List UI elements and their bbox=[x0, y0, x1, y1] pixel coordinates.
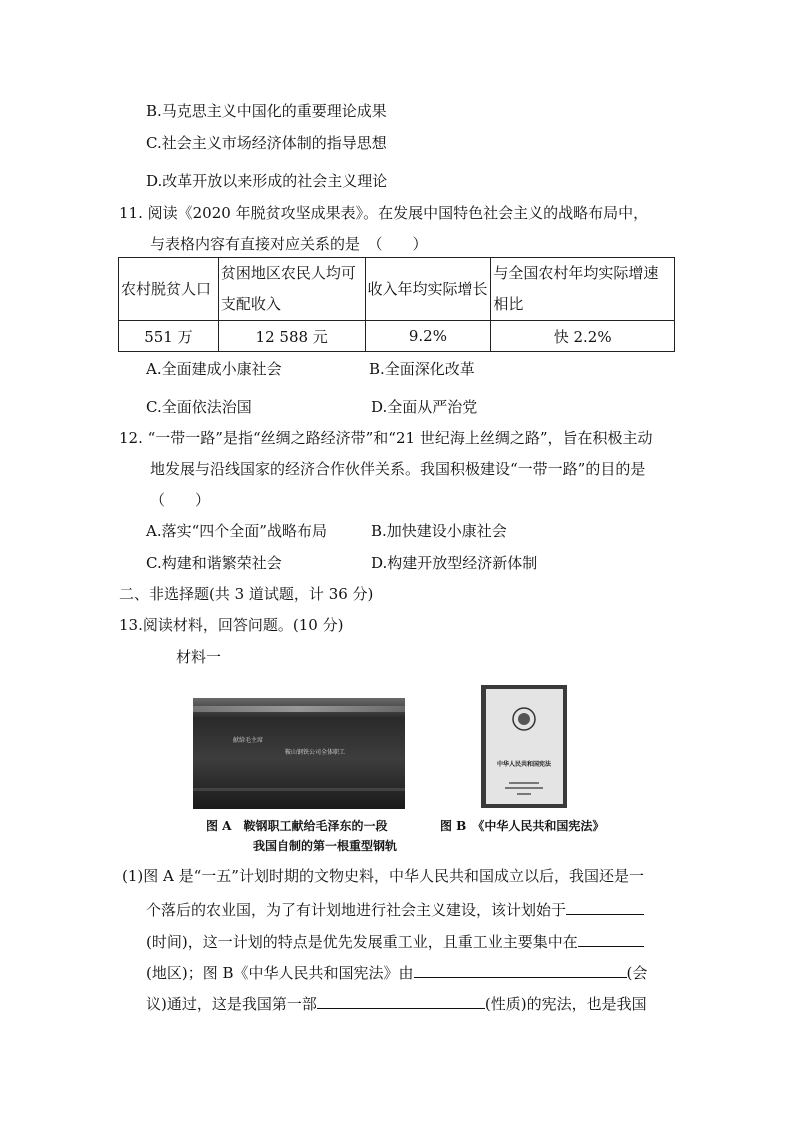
table-header-cell: 贫困地区农民人均可支配收入 bbox=[218, 258, 365, 321]
q11-option-c: C.全面依法治国 bbox=[146, 398, 252, 416]
q10-option-b: B.马克思主义中国化的重要理论成果 bbox=[146, 102, 387, 120]
q10-option-c: C.社会主义市场经济体制的指导思想 bbox=[146, 134, 387, 152]
answer-blank-meeting[interactable] bbox=[414, 961, 627, 978]
material-label: 材料一 bbox=[176, 648, 222, 666]
q12-option-c: C.构建和谐繁荣社会 bbox=[146, 554, 282, 572]
q13-part1-line2 bbox=[146, 898, 644, 920]
table-header-cell: 收入年均实际增长 bbox=[365, 258, 491, 321]
q13-part1-line2-text: 个落后的农业国，为了有计划地进行社会主义建设，该计划始于 bbox=[146, 901, 567, 919]
q12-stem-line1: 12. “一带一路”是指“丝绸之路经济带”和“21 世纪海上丝绸之路”，旨在积极主动 bbox=[119, 429, 653, 447]
table-cell: 9.2% bbox=[365, 321, 491, 352]
q11-option-a: A.全面建成小康社会 bbox=[146, 360, 282, 378]
figure-a-caption-line1: 图 A 鞍钢职工献给毛泽东的一段 bbox=[206, 819, 388, 833]
q13-part1-line1: (1)图 A 是“一五”计划时期的文物史料，中华人民共和国成立以后，我国还是一 bbox=[122, 867, 644, 885]
table-header-cell: 农村脱贫人口 bbox=[119, 258, 219, 321]
q13-part1-line5 bbox=[146, 992, 647, 1014]
q10-option-d: D.改革开放以来形成的社会主义理论 bbox=[146, 172, 388, 190]
table-cell: 快 2.2% bbox=[491, 321, 675, 352]
q13-part1-line4-tail: (会 bbox=[626, 964, 648, 982]
poverty-results-table bbox=[118, 257, 675, 352]
q13-part1-line3 bbox=[146, 930, 644, 952]
figure-a-caption-line2: 我国自制的第一根重型钢轨 bbox=[253, 839, 398, 853]
section-heading: 二、非选择题(共 3 道试题，计 36 分) bbox=[119, 585, 374, 603]
q13-part1-line4 bbox=[146, 961, 647, 983]
constitution-book-image bbox=[481, 685, 567, 808]
rail-inscription-1: 献给毛主席 bbox=[233, 737, 264, 744]
figure-b-caption: 图 B 《中华人民共和国宪法》 bbox=[440, 819, 605, 833]
q12-option-b: B.加快建设小康社会 bbox=[371, 522, 507, 540]
q13-part1-line3-text: (时间)，这一计划的特点是优先发展重工业，且重工业主要集中在 bbox=[146, 933, 578, 951]
table-header-row bbox=[119, 258, 675, 321]
q11-stem-line1: 11. 阅读《2020 年脱贫攻坚成果表》。在发展中国特色社会主义的战略布局中， bbox=[119, 204, 649, 222]
q12-option-d: D.构建开放型经济新体制 bbox=[371, 554, 538, 572]
q12-option-a: A.落实“四个全面”战略布局 bbox=[146, 522, 327, 540]
q13-part1-line5-text: 议)通过，这是我国第一部 bbox=[146, 995, 317, 1013]
steel-rail-photo bbox=[193, 698, 405, 809]
q12-stem-line3: （ ） bbox=[150, 491, 211, 509]
rail-inscription-2: 鞍山钢铁公司全体职工 bbox=[285, 749, 346, 756]
table-cell: 12 588 元 bbox=[218, 321, 365, 352]
q12-stem-line2: 地发展与沿线国家的经济合作伙伴关系。我国积极建设“一带一路”的目的是 bbox=[150, 460, 646, 478]
table-header-cell: 与全国农村年均实际增速相比 bbox=[491, 258, 675, 321]
constitution-book-photo bbox=[481, 685, 567, 808]
q11-option-d: D.全面从严治党 bbox=[371, 398, 478, 416]
answer-blank-nature[interactable] bbox=[317, 992, 485, 1009]
answer-blank-region[interactable] bbox=[578, 930, 644, 947]
q13-part1-line4-text: (地区)；图 B《中华人民共和国宪法》由 bbox=[146, 964, 414, 982]
answer-blank-time[interactable] bbox=[566, 898, 644, 915]
book-title: 中华人民共和国宪法 bbox=[496, 761, 552, 768]
table-cell: 551 万 bbox=[119, 321, 219, 352]
q11-stem-line2: 与表格内容有直接对应关系的是 （ ） bbox=[150, 235, 428, 253]
q11-option-b: B.全面深化改革 bbox=[369, 360, 475, 378]
steel-rail-image bbox=[193, 698, 405, 809]
q13-title: 13.阅读材料，回答问题。(10 分) bbox=[119, 616, 344, 634]
table-row bbox=[119, 321, 675, 352]
q13-part1-line5-tail: (性质)的宪法，也是我国 bbox=[484, 995, 647, 1013]
